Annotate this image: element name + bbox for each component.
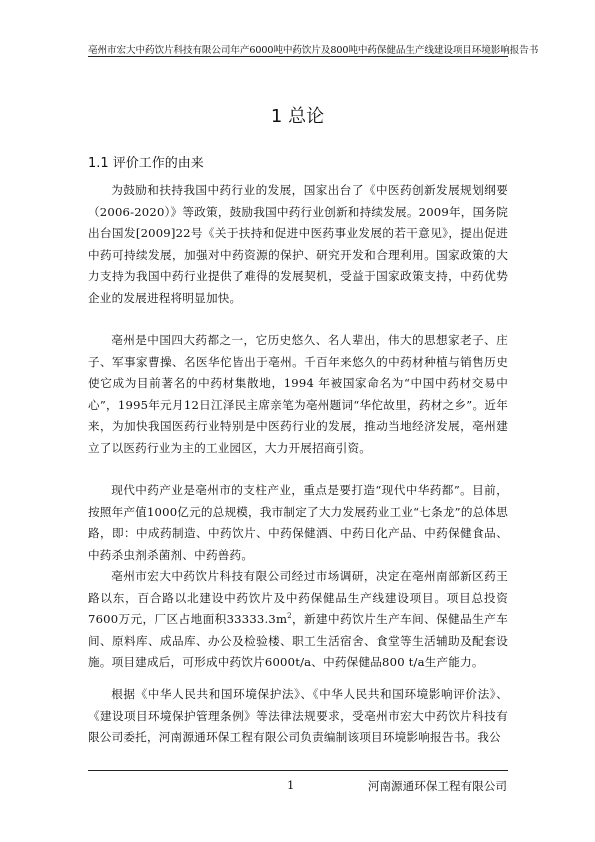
header-divider	[88, 56, 508, 57]
page-number: 1	[287, 778, 295, 792]
paragraph-5: 根据《中华人民共和国环境保护法》、《中华人民共和国环境影响评价法》、《建设项目环境保护管理条例》等法律法规要求，受亳州市宏大中药饮片科技有限公司委托，河南源通环保工程有限公司负责编制该项目环境影响报告书。我公	[88, 687, 508, 744]
paragraph-3: 现代中药产业是亳州市的支柱产业，重点是要打造“现代中华药都”。目前，按照年产值1000亿元的总规模，我市制定了大力发展药业工业“七条龙”的总体思路，即：中成药制造、中药饮片、中药保健酒、中药日化产品、中药保健食品、中药杀虫剂杀菌剂、中药兽药。	[88, 483, 508, 562]
paragraph-2: 亳州是中国四大药都之一，它历史悠久、名人辈出，伟大的思想家老子、庄子、军事家曹操、名医华佗皆出于亳州。千百年来悠久的中药材种植与销售历史使它成为目前著名的中药材集散地，1994 年被国家命名为“中国中药材交易中心”，1995年元月12日江泽民主席亲笔为亳州题词“华佗故里，药材之乡”。近年来，为加快我国医药行业特别是中医药行业的发展，推动当地经济发展，亳州建立了以医药行业为主的工业园区，大力开展招商引资。	[88, 333, 508, 455]
paragraph-4-start: 亳州市宏大中药饮片科技有限公司经过市场调研，决定在亳州南部新区药王路以东，百合路以北建设中药饮片及中药保健品生产线建设项目。项目总投资7600万元，厂区占地面积33333.3m	[88, 569, 508, 626]
paragraph-1: 为鼓励和扶持我国中药行业的发展，国家出台了《中医药创新发展规划纲要（2006-2020）》等政策，鼓励我国中药行业创新和持续发展。2009年，国务院出台国发[2009]22号《关于扶持和促进中医药事业发展的若干意见》，提出促进中药可持续发展，加强对中药资源的保护、研究开发和合理利用。国家政策的大力支持为我国中药行业提供了难得的发展契机，受益于国家政策支持，中药优势企业的发展进程将明显加快。	[88, 183, 508, 305]
area-unit-superscript: 2	[287, 612, 292, 621]
footer-company: 河南源通环保工程有限公司	[367, 779, 507, 793]
chapter-title: 1 总论	[270, 106, 325, 127]
running-header: 亳州市宏大中药饮片科技有限公司年产6000吨中药饮片及800吨中药保健品生产线建设项目环境影响报告书	[88, 45, 539, 56]
footer-divider	[88, 770, 508, 771]
paragraph-4	[88, 566, 508, 674]
section-title: 1.1 评价工作的由来	[88, 156, 204, 171]
paragraph-4-rest: ，新建中药饮片生产车间、保健品生产车间、原料库、成品库、办公及检验楼、职工生活宿舍、食堂等生活辅助及配套设施。项目建成后，可形成中药饮片6000t/a、中药保健品800 t/a生产能力。	[88, 612, 508, 669]
